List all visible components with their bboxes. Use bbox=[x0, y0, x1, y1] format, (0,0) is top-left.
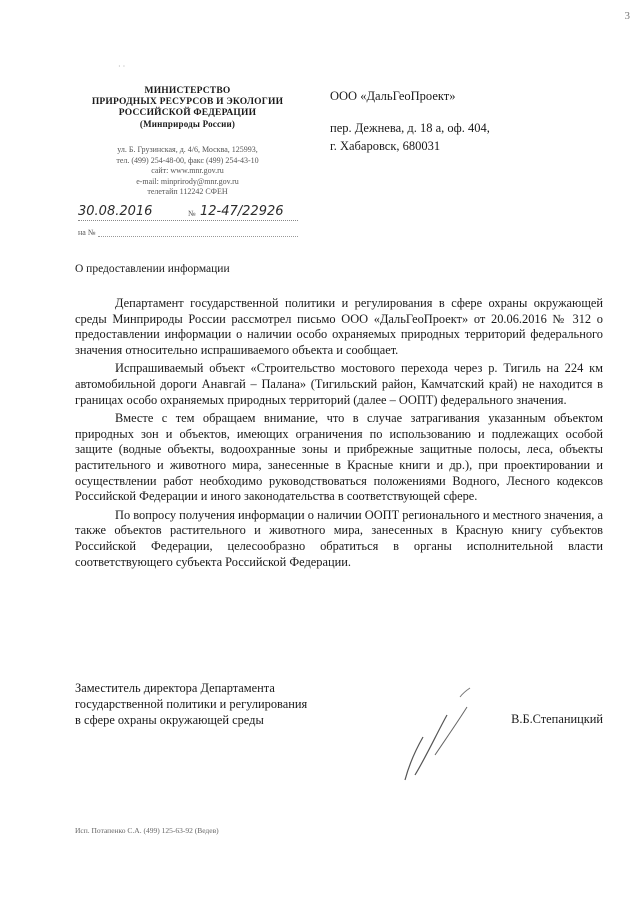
ministry-short-name: (Минприроды России) bbox=[139, 119, 236, 129]
signer-position-line-2: государственной политики и регулирования bbox=[75, 697, 308, 711]
addressee-street: пер. Дежнева, д. 18 а, оф. 404, bbox=[330, 121, 490, 135]
signer-position-line-1: Заместитель директора Департамента bbox=[75, 681, 275, 695]
body-paragraph-1: Департамент государственной политики и регулирования в сфере охраны окружающей среды Минприроды России рассмотрел письмо ООО «ДальГеоПроект» от 20.06.2016 № 312 о предоставлении информации о наличии особо охраняемых природных территорий федерального значения относительно испрашиваемого объекта и сообщает. bbox=[75, 296, 603, 357]
registration-date: 30.08.2016 bbox=[78, 204, 153, 219]
scan-speck: · · bbox=[118, 62, 126, 71]
ministry-line-3: РОССИЙСКОЙ ФЕДЕРАЦИИ bbox=[118, 108, 257, 118]
ministry-teletype: телетайп 112242 СФЕН bbox=[147, 187, 228, 196]
registration-number-label: № bbox=[188, 209, 196, 218]
handwritten-signature bbox=[375, 685, 485, 785]
reply-to-line bbox=[78, 228, 298, 240]
executor-info: Исп. Потапенко С.А. (499) 125-63-92 (Ведев) bbox=[75, 826, 219, 835]
body-paragraph-2: Испрашиваемый объект «Строительство мостового перехода через р. Тигиль на 224 км автомобильной дороги Анавгай – Палана» (Тигильский район, Камчатский край) не находится в границах особо охраняемых природных территорий (далее – ООПТ) федерального значения. bbox=[75, 361, 603, 407]
ministry-contacts bbox=[80, 145, 295, 198]
page-corner-mark: 3 bbox=[624, 10, 630, 22]
signer-name: В.Б.Степаницкий bbox=[511, 712, 603, 726]
reply-to-label: на № bbox=[78, 228, 96, 237]
letter-subject: О предоставлении информации bbox=[75, 263, 230, 275]
reply-to-dots bbox=[98, 236, 298, 237]
ministry-line-2: ПРИРОДНЫХ РЕСУРСОВ И ЭКОЛОГИИ bbox=[91, 97, 284, 107]
addressee-company: ООО «ДальГеоПроект» bbox=[330, 89, 456, 103]
ministry-header bbox=[80, 86, 295, 130]
letter-body bbox=[75, 296, 603, 573]
addressee-block bbox=[330, 87, 590, 155]
ministry-website: сайт: www.mnr.gov.ru bbox=[151, 166, 224, 175]
registration-number: 12-47/22926 bbox=[200, 204, 284, 219]
addressee-city: г. Хабаровск, 680031 bbox=[330, 139, 441, 153]
signer-position-line-3: в сфере охраны окружающей среды bbox=[75, 713, 264, 727]
registration-underline bbox=[78, 220, 298, 221]
registration-line bbox=[78, 203, 298, 223]
body-paragraph-4: По вопросу получения информации о наличии ООПТ регионального и местного значения, а также объектов растительного и животного мира, занесенных в Красную книгу субъектов Российской Федерации, целесообразно обратиться в органы исполнительной власти соответствующего субъекта Российской Федерации. bbox=[75, 507, 603, 569]
ministry-address: ул. Б. Грузинская, д. 4/6, Москва, 125993, bbox=[117, 145, 258, 154]
ministry-line-1: МИНИСТЕРСТВО bbox=[144, 86, 231, 96]
ministry-email: e-mail: minprirody@mnr.gov.ru bbox=[136, 176, 239, 186]
signer-position bbox=[75, 680, 335, 728]
ministry-phone-fax: тел. (499) 254-48-00, факс (499) 254-43-10 bbox=[116, 155, 259, 165]
body-paragraph-3: Вместе с тем обращаем внимание, что в случае затрагивания указанным объектом природных зон и объектов, имеющих ограничения по использованию и подлежащих особой защите (водные объекты, водоохранные зоны и прибрежные защитные полосы, леса, объекты растительного и животного мира, занесенные в Красные книги и др.), при проектировании и осуществлении работ необходимо руководствоваться положениями Водного, Лесного кодексов Российской Федерации и иного законодательства в соответствующей сфере. bbox=[75, 411, 603, 504]
